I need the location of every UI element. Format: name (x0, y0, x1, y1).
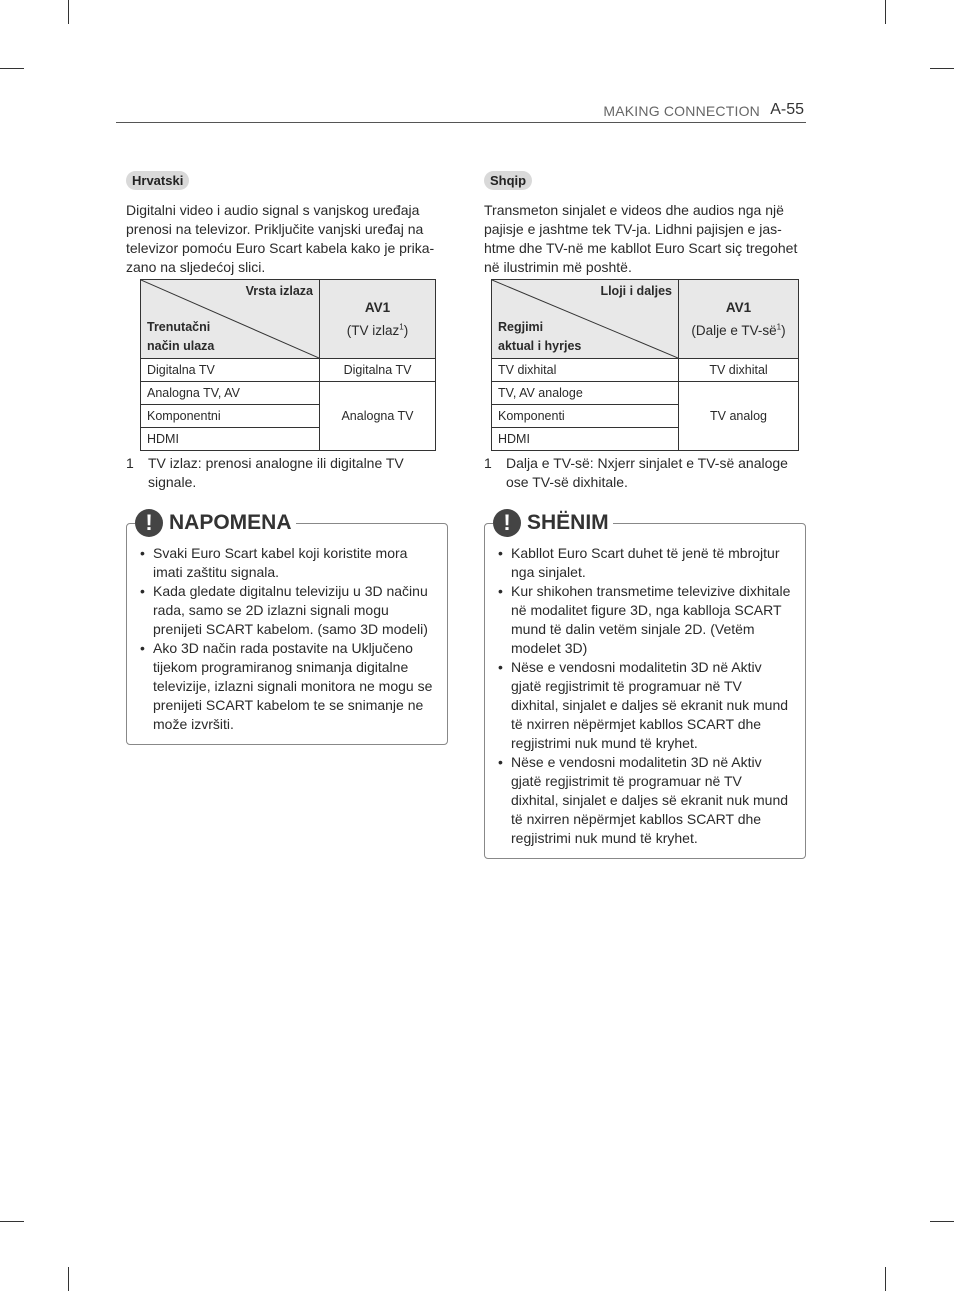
exclamation-icon: ! (135, 509, 163, 537)
table-row-label: HDMI (492, 428, 679, 451)
av1-close: ) (781, 322, 786, 338)
output-type-label: Vrsta izlaza (245, 284, 313, 298)
note-text: Kabllot Euro Scart duhet të jenë të mbrojtur nga sinjalet. (511, 545, 780, 580)
note-text: Nëse e vendosni modalitetin 3D në Aktiv gjatë regjistrimit të programuar në TV dixhital, sinjalet e daljes së ekranit nuk mund të nxirren nëpërmjet kabllos SCART dhe regjistrimi nuk mund të kryhet. (511, 754, 789, 846)
column-croatian (126, 171, 448, 745)
av1-title: AV1 (364, 300, 391, 316)
table-row-label: Komponenti (492, 405, 679, 428)
note-text: Nëse e vendosni modalitetin 3D në Aktiv gjatë regjistrimit të programuar në TV dixhital, sinjalet e daljes së ekranit nuk mund të nxirren nëpërmjet kabllos SCART dhe regjistrimi nuk mund të kryhet. (511, 659, 789, 751)
intro-paragraph: Digitalni video i audio signal s vanjskog uređaja prenosi na televizor. Priključite vanjski uređaj na televizor pomoću Euro Scart kabela kako je prika-zano na sljedećoj slici. (126, 202, 435, 275)
intro-paragraph: Transmeton sinjalet e videos dhe audios nga një pajisje e jashtme tek TV-ja. Lidhni pajisjen e jas-htme dhe TV-në me kabllot Euro Scart siç tregohet në ilustrimin më poshtë. (484, 202, 798, 275)
list-item (497, 582, 793, 658)
output-type-label: Lloji i daljes (600, 284, 672, 298)
table-cell-output: TV analog (679, 382, 799, 451)
bullet: • (498, 754, 503, 770)
column-albanian (484, 171, 806, 859)
av1-sub-text: (TV izlaz (346, 322, 400, 338)
crop-mark (0, 1221, 24, 1222)
table-row-label: Digitalna TV (141, 359, 320, 382)
av1-title: AV1 (725, 300, 752, 316)
av1-subtitle (691, 323, 785, 338)
table-row-label: HDMI (141, 428, 320, 451)
bullet: • (140, 640, 145, 656)
crop-mark (885, 1267, 886, 1291)
connection-table (491, 279, 799, 451)
note-text: Svaki Euro Scart kabel koji koristite mora imati zaštitu signala. (153, 545, 408, 580)
list-item (497, 544, 793, 582)
bullet: • (498, 545, 503, 561)
table-row-label: TV dixhital (492, 359, 679, 382)
footnote-text: Dalja e TV-së: Nxjerr sinjalet e TV-së analoge ose TV-së dixhitale. (506, 455, 788, 490)
crop-mark (68, 1267, 69, 1291)
input-mode-line1: Regjimi (498, 320, 544, 334)
list-item (139, 544, 435, 582)
table-cell-output: Analogna TV (320, 382, 436, 451)
list-item (497, 658, 793, 753)
note-box (126, 510, 448, 745)
crop-mark (885, 0, 886, 24)
table-corner-header (492, 280, 679, 359)
section-title: MAKING CONNECTION (603, 103, 760, 119)
av1-header (679, 280, 799, 359)
av1-header (320, 280, 436, 359)
crop-mark (68, 0, 69, 24)
input-mode-label (147, 318, 214, 356)
table-cell-output: TV dixhital (679, 359, 799, 382)
page-header (116, 100, 806, 123)
input-mode-line2: aktual i hyrjes (498, 339, 582, 353)
input-mode-label (498, 318, 581, 356)
note-text: Kada gledate digitalnu televiziju u 3D načinu rada, samo se 2D izlazni signali mogu prenijeti SCART kabelom. (samo 3D modeli) (153, 583, 428, 637)
note-box (484, 510, 806, 859)
table-corner-header (141, 280, 320, 359)
input-mode-line1: Trenutačni (147, 320, 211, 334)
page-number: A-55 (770, 101, 804, 118)
connection-table (140, 279, 436, 451)
note-list (139, 544, 435, 734)
footnote-number: 1 (484, 455, 492, 471)
footnote (484, 454, 806, 492)
list-item (139, 639, 435, 734)
language-badge: Shqip (484, 171, 532, 190)
table-row-label: Komponentni (141, 405, 320, 428)
bullet: • (498, 659, 503, 675)
crop-mark (930, 68, 954, 69)
note-text: Kur shikohen transmetime televizive dixhitale në modalitet figure 3D, nga kablloja SCART mund të dalin vetëm sinjale 2D. (Vetëm modelet 3D) (511, 583, 791, 656)
note-list (497, 544, 793, 848)
footnote-ref: 1 (399, 322, 404, 332)
table-row-label: TV, AV analoge (492, 382, 679, 405)
table-cell-output: Digitalna TV (320, 359, 436, 382)
av1-close: ) (403, 322, 409, 338)
av1-subtitle (347, 323, 408, 338)
footnote-text: TV izlaz: prenosi analogne ili digitalne TV signale. (148, 455, 404, 490)
list-item (139, 582, 435, 639)
note-text: Ako 3D način rada postavite na Uključeno tijekom programiranog snimanja digitalne televizije, izlazni signali monitora ne mogu se prenijeti SCART kabelom te se snimanje ne može izvršiti. (153, 640, 433, 732)
note-title: NAPOMENA (169, 511, 292, 534)
note-header (493, 509, 613, 537)
footnote (126, 454, 448, 492)
note-title: SHËNIM (527, 511, 609, 534)
crop-mark (930, 1221, 954, 1222)
footnote-ref: 1 (776, 322, 782, 332)
note-header (135, 509, 296, 537)
language-badge: Hrvatski (126, 171, 189, 190)
bullet: • (140, 583, 145, 599)
bullet: • (140, 545, 145, 561)
bullet: • (498, 583, 503, 599)
input-mode-line2: način ulaza (147, 339, 215, 353)
av1-sub-text: (Dalje e TV-së (691, 322, 777, 338)
table-row-label: Analogna TV, AV (141, 382, 320, 405)
footnote-number: 1 (126, 455, 134, 471)
list-item (497, 753, 793, 848)
crop-mark (0, 68, 24, 69)
exclamation-icon: ! (493, 509, 521, 537)
